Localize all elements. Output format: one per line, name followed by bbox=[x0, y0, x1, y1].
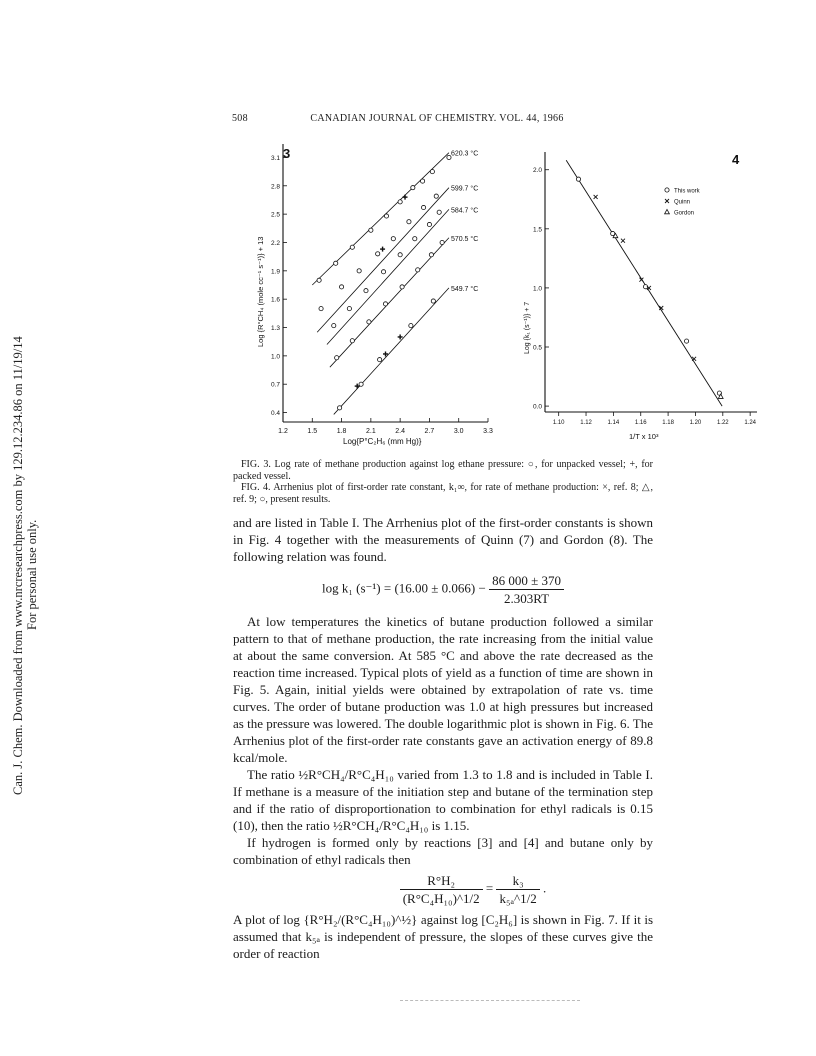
data-point-unpacked bbox=[398, 200, 402, 204]
scan-artifact bbox=[400, 1000, 580, 1003]
data-point-unpacked bbox=[317, 278, 321, 282]
series-label: 620.3 °C bbox=[450, 150, 479, 158]
legend-marker-cross bbox=[665, 199, 669, 203]
y-tick-label: 0.5 bbox=[532, 344, 542, 352]
y-tick-label: 2.2 bbox=[270, 239, 280, 247]
x-tick-label: 1.16 bbox=[634, 420, 647, 426]
y-tick-label: 1.6 bbox=[270, 296, 280, 304]
data-point-unpacked bbox=[427, 222, 431, 226]
series-label: 570.5 °C bbox=[450, 235, 479, 243]
x-tick-label: 1.24 bbox=[744, 420, 757, 426]
equation-2-equals: = bbox=[485, 880, 494, 896]
data-point-unpacked bbox=[381, 270, 385, 274]
data-point-unpacked bbox=[334, 261, 338, 265]
data-point-packed bbox=[403, 195, 408, 200]
legend-label: Gordon bbox=[674, 210, 695, 217]
figure-3-label: 3 bbox=[283, 146, 291, 161]
data-point-unpacked bbox=[347, 307, 351, 311]
data-point-unpacked bbox=[384, 214, 388, 218]
data-point-unpacked bbox=[398, 253, 402, 257]
equation-1-denominator: 2.303RT bbox=[503, 591, 550, 606]
data-point-unpacked bbox=[440, 240, 444, 244]
y-tick-label: 1.9 bbox=[270, 268, 280, 276]
x-tick-label: 1.8 bbox=[336, 428, 347, 435]
figure-4-fit-line bbox=[566, 160, 722, 406]
legend-marker-triangle bbox=[665, 209, 670, 213]
legend-marker-circle bbox=[665, 188, 669, 192]
equation-arrhenius bbox=[233, 572, 653, 607]
data-point-unpacked bbox=[369, 228, 373, 232]
y-tick-label: 1.3 bbox=[270, 325, 280, 333]
figure-4-chart bbox=[517, 142, 765, 452]
data-point-unpacked bbox=[409, 324, 413, 328]
data-point-unpacked bbox=[335, 356, 339, 360]
equation-2-right-fraction bbox=[496, 872, 539, 907]
y-tick-label: 1.0 bbox=[270, 353, 280, 361]
equation-2-right-denominator: k₅ₐ^1/2 bbox=[499, 891, 537, 906]
x-tick-label: 1.12 bbox=[580, 420, 592, 426]
equation-1-numerator: 86 000 ± 370 bbox=[489, 572, 564, 590]
equation-2-denominator: (R°C₄H₁₀)^1/2 bbox=[402, 891, 480, 906]
data-point-unpacked bbox=[407, 220, 411, 224]
series-line bbox=[317, 188, 449, 333]
point-this-work bbox=[684, 339, 688, 343]
series-line bbox=[327, 209, 449, 344]
y-tick-label: 2.8 bbox=[270, 183, 280, 191]
watermark-line-2: For personal use only. bbox=[25, 519, 39, 630]
data-point-packed bbox=[398, 334, 403, 339]
legend-label: Quinn bbox=[674, 199, 691, 206]
data-point-unpacked bbox=[434, 194, 438, 198]
data-point-unpacked bbox=[319, 307, 323, 311]
figure-4 bbox=[517, 142, 765, 452]
figure-3-chart bbox=[253, 142, 498, 452]
caption-fig-4: FIG. 4. Arrhenius plot of first-order rate constant, k₁∞, for rate of methane production: ×, ref. 8; △, ref. 9; ○, present results. bbox=[233, 482, 653, 505]
figure-3 bbox=[253, 142, 498, 452]
x-tick-label: 1.22 bbox=[716, 420, 729, 426]
figure-3-series-labels bbox=[451, 150, 478, 293]
y-tick-label: 3.1 bbox=[270, 154, 280, 162]
data-point-unpacked bbox=[357, 269, 361, 273]
figure-3-xlabel: Log{P°C₂H₆ (mm Hg)} bbox=[343, 437, 422, 446]
data-point-unpacked bbox=[421, 205, 425, 209]
download-watermark bbox=[2, 280, 72, 800]
point-this-work bbox=[576, 177, 580, 181]
x-tick-label: 2.7 bbox=[424, 428, 435, 435]
data-point-unpacked bbox=[431, 299, 435, 303]
series-line bbox=[312, 153, 449, 285]
series-label: 549.7 °C bbox=[450, 285, 479, 293]
x-tick-label: 1.2 bbox=[278, 428, 288, 435]
figure-3-ylabel: Log {R°CH₄ (mole cc⁻¹ s⁻¹)} + 13 bbox=[256, 236, 265, 347]
y-tick-label: 0.7 bbox=[270, 381, 280, 389]
x-tick-label: 1.5 bbox=[307, 428, 318, 435]
y-tick-label: 0.4 bbox=[270, 410, 280, 418]
figure-4-xlabel: 1/T x 10³ bbox=[629, 432, 659, 441]
data-point-unpacked bbox=[416, 268, 420, 272]
x-tick-label: 1.10 bbox=[552, 420, 565, 426]
equation-2-right-numerator: k₃ bbox=[496, 872, 539, 890]
y-tick-label: 2.5 bbox=[270, 211, 280, 219]
equation-2-left-fraction bbox=[400, 872, 483, 907]
figure-captions bbox=[233, 459, 653, 505]
figure-4-ylabel: Log {k₁ (s⁻¹)} + 7 bbox=[524, 301, 531, 354]
y-tick-label: 1.5 bbox=[532, 226, 542, 234]
x-tick-label: 2.4 bbox=[395, 428, 406, 435]
point-quinn bbox=[692, 357, 696, 361]
page-number: 508 bbox=[232, 113, 248, 124]
y-tick-label: 1.0 bbox=[532, 285, 542, 293]
data-point-unpacked bbox=[350, 339, 354, 343]
paragraph-1: and are listed in Table I. The Arrhenius plot of the first-order constants is shown in Fig. 4 together with the measurements of Quinn (7) and Gordon (8). The following relation was found. bbox=[233, 515, 653, 564]
caption-fig-3: FIG. 3. Log rate of methane production against log ethane pressure: ○, for unpacked vessel; +, for packed vessel. bbox=[233, 459, 653, 482]
data-point-unpacked bbox=[338, 406, 342, 410]
x-tick-label: 1.20 bbox=[689, 420, 702, 426]
data-point-packed bbox=[380, 247, 385, 252]
data-point-unpacked bbox=[364, 289, 368, 293]
figure-3-lines bbox=[312, 153, 449, 415]
series-label: 584.7 °C bbox=[450, 207, 479, 215]
data-point-unpacked bbox=[411, 186, 415, 190]
data-point-unpacked bbox=[339, 285, 343, 289]
figure-4-legend bbox=[665, 188, 701, 217]
equation-ratio bbox=[293, 872, 653, 907]
data-point-unpacked bbox=[413, 237, 417, 241]
data-point-unpacked bbox=[429, 253, 433, 257]
data-point-unpacked bbox=[367, 320, 371, 324]
y-tick-label: 2.0 bbox=[532, 167, 542, 175]
point-quinn bbox=[621, 239, 625, 243]
paragraph-2: At low temperatures the kinetics of butane production followed a similar pattern to that of methane production, the rate increasing from the initial value at about the same conversion. At 585 °C and above the rate decreased as the reaction time increased. Typical plots of yield as a function of time are shown in Fig. 5. Again, initial yields were obtained by extrapolation of rate vs. time curves. The order of butane production was 1.0 at high pressures but increased as the pressure was lowered. The double logarithmic plot is shown in Fig. 6. The Arrhenius plot of the first-order rate constants gave an activation energy of 89.8 kcal/mole. bbox=[233, 614, 653, 765]
figure-3-points bbox=[317, 155, 451, 410]
data-point-unpacked bbox=[430, 170, 434, 174]
legend-label: This work bbox=[674, 188, 700, 195]
x-tick-label: 3.3 bbox=[483, 428, 493, 435]
equation-2-tail: . bbox=[543, 880, 547, 896]
equation-1-fraction bbox=[489, 572, 564, 607]
x-tick-label: 1.14 bbox=[607, 420, 620, 426]
point-quinn bbox=[594, 195, 598, 199]
article-body bbox=[233, 514, 653, 962]
watermark-line-1: Can. J. Chem. Downloaded from www.nrcresearchpress.com by 129.12.234.86 on 11/19/14 bbox=[11, 336, 25, 795]
equation-2-numerator: R°H₂ bbox=[400, 872, 483, 890]
data-point-unpacked bbox=[383, 302, 387, 306]
x-tick-label: 3.0 bbox=[453, 428, 464, 435]
point-this-work bbox=[643, 285, 647, 289]
x-tick-label: 2.1 bbox=[365, 428, 376, 435]
journal-title: CANADIAN JOURNAL OF CHEMISTRY. VOL. 44, 1966 bbox=[310, 113, 564, 124]
figure-4-label: 4 bbox=[732, 152, 740, 167]
paragraph-4: If hydrogen is formed only by reactions [3] and [4] and butane only by combination of ethyl radicals then bbox=[233, 835, 653, 867]
data-point-unpacked bbox=[332, 324, 336, 328]
running-header bbox=[232, 113, 642, 129]
data-point-unpacked bbox=[437, 210, 441, 214]
data-point-unpacked bbox=[420, 179, 424, 183]
paragraph-5: A plot of log {R°H₂/(R°C₄H₁₀)^½} against log [C₂H₆] is shown in Fig. 7. If it is assumed that k₅ₐ is independent of pressure, the slopes of these curves give the order of reaction bbox=[233, 912, 653, 961]
data-point-unpacked bbox=[378, 358, 382, 362]
data-point-unpacked bbox=[400, 285, 404, 289]
data-point-unpacked bbox=[350, 245, 354, 249]
series-label: 599.7 °C bbox=[450, 185, 479, 193]
data-point-unpacked bbox=[391, 237, 395, 241]
y-tick-label: 0.0 bbox=[532, 403, 542, 411]
arrhenius-fit-line bbox=[566, 160, 722, 406]
paragraph-3: The ratio ½R°CH₄/R°C₄H₁₀ varied from 1.3 to 1.8 and is included in Table I. If methane is a measure of the initiation step and butane of the termination step and if the ratio of disproportionation to combination for ethyl radicals is 0.15 (10), then the ratio ½R°CH₄/R°C₄H₁₀ is 1.15. bbox=[233, 767, 653, 833]
equation-1-left: log k₁ (s⁻¹) = (16.00 ± 0.066) − bbox=[322, 580, 486, 596]
x-tick-label: 1.18 bbox=[662, 420, 674, 426]
data-point-unpacked bbox=[376, 252, 380, 256]
